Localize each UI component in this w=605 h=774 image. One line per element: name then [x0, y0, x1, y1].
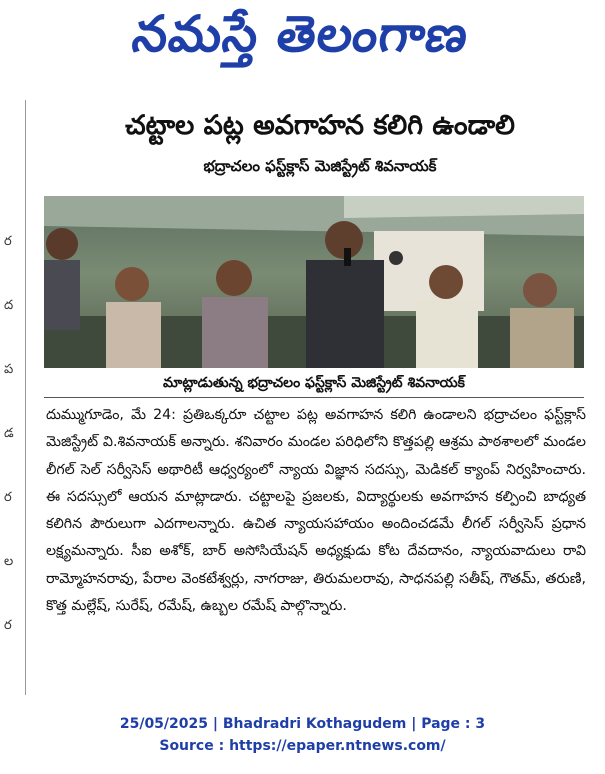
fragment-char: ల	[4, 554, 14, 569]
fragment-char: ద	[4, 298, 14, 313]
footer-source: Source : https://epaper.ntnews.com/	[159, 738, 446, 754]
fragment-char: ర	[4, 618, 12, 633]
event-photo-illustration	[44, 196, 584, 368]
article-body: దుమ్ముగూడెం, మే 24: ప్రతిఒక్కరూ చట్టాల పట్ల అవగాహన కలిగి ఉండాలని భద్రాచలం ఫస్ట్‌క్లాస్ మెజిస్ట్రేట్ వి.శివనాయక్ అన్నారు. శనివారం మండల పరిధిలోని కొత్తపల్లి ఆశ్రమ పాఠశాలలో మండల లీగల్ సెల్ సర్వీసెస్ అథారిటీ ఆధ్వర్యంలో న్యాయ విజ్ఞాన సదస్సు, మెడికల్ క్యాంప్ నిర్వహించారు. ఈ సదస్సులో ఆయన మాట్లాడారు. చట్టాలపై ప్రజలకు, విద్యార్థులకు అవగాహన కల్పించి బాధ్యత కలిగిన పౌరులుగా ఎదగాలన్నారు. ఉచిత న్యాయసహాయం అందించడమే లీగల్ సర్వీసెస్ ప్రధాన లక్ష్యమన్నారు. సీఐ అశోక్, బార్ అసోసియేషన్ అధ్యక్షుడు కోట దేవదానం, న్యాయవాదులు రావి రామ్మోహనరావు, పేరాల వెంకటేశ్వర్లు, నాగరాజు, తిరుమలరావు, సాధనపల్లి సతీష్, గౌతమ్, తరుణి, కొత్త మల్లేష్, సురేష్, రమేష్, ఉబ్బల రమేష్ పాల్గొన్నారు.	[46, 407, 586, 615]
newspaper-masthead	[60, 4, 540, 76]
footer-date-location: 25/05/2025 | Bhadradri Kothagudem | Page : 3	[119, 716, 486, 732]
left-column-divider	[25, 100, 26, 695]
page-footer	[0, 713, 605, 757]
fragment-char: ప	[4, 362, 14, 377]
fragment-char: ర	[4, 490, 12, 505]
adjacent-column-fragment	[4, 210, 22, 658]
article-photo	[44, 196, 584, 368]
fragment-char: ర	[4, 234, 12, 249]
article-subheadline: భద్రాచలం ఫస్ట్‌క్లాస్ మెజిస్ట్రేట్ శివనాయక్	[203, 157, 437, 175]
photo-caption: మాట్లాడుతున్న భద్రాచలం ఫస్ట్‌క్లాస్ మెజిస్ట్రేట్ శివనాయక్	[163, 375, 465, 391]
fragment-char: డ	[4, 426, 14, 441]
masthead-title: నమస్తే తెలంగాణ	[129, 4, 473, 63]
article-headline: చట్టాల పట్ల అవగాహన కలిగి ఉండాలి	[125, 110, 515, 141]
caption-divider	[44, 397, 584, 398]
